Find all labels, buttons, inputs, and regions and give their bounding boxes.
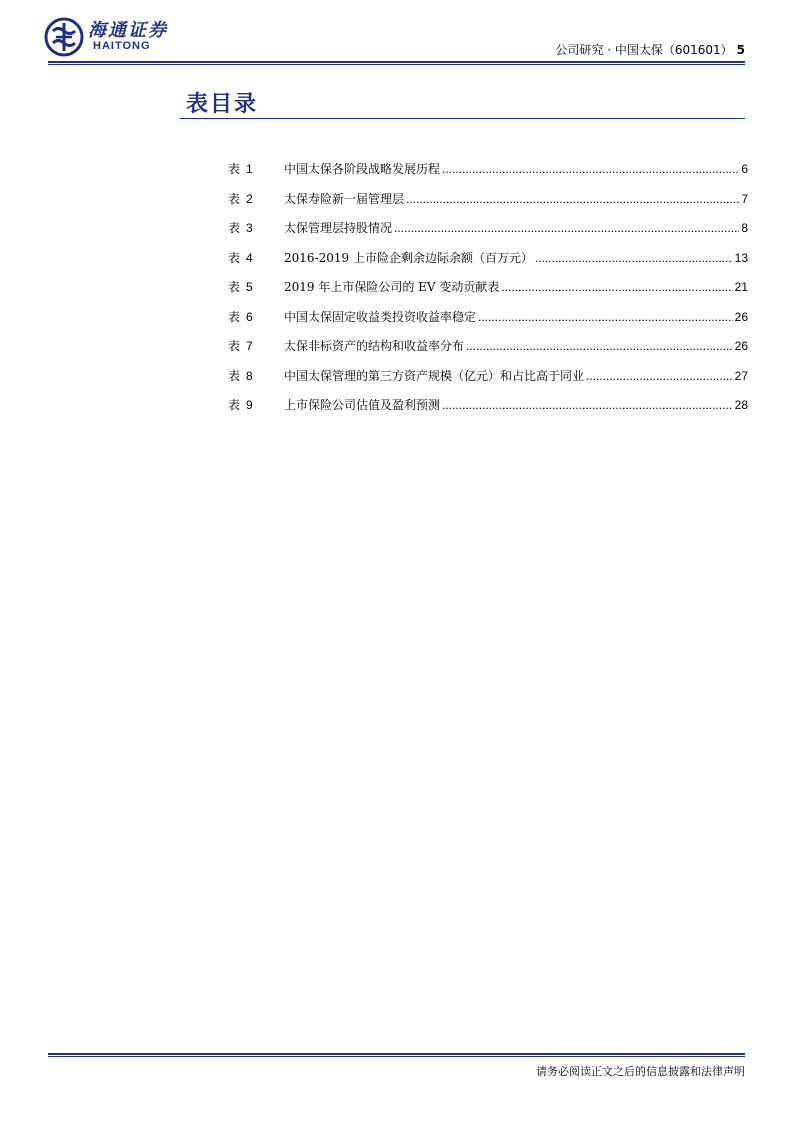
- toc-entry-title: 2016-2019 上市险企剩余边际余额（百万元）: [284, 250, 533, 265]
- logo-chinese-name: 海通证券: [88, 20, 168, 41]
- toc-entry-title: 2019 年上市保险公司的 EV 变动贡献表: [284, 280, 500, 294]
- toc-leader-dots: [442, 398, 733, 412]
- toc-leader-dots: [394, 221, 739, 235]
- toc-entry[interactable]: [228, 337, 748, 367]
- toc-leader-dots: [586, 369, 733, 383]
- toc-entry-title: 上市保险公司估值及盈利预测: [284, 398, 441, 412]
- running-header: [555, 41, 745, 58]
- footer-disclaimer: 请务必阅读正文之后的信息披露和法律声明: [536, 1065, 745, 1078]
- toc-leader-dots: [478, 310, 733, 324]
- footer-rule-thick: [48, 1053, 745, 1055]
- toc-entry-page: 8: [741, 221, 748, 235]
- footer-rule-thin: [48, 1056, 745, 1057]
- toc-entry-page: 13: [734, 250, 748, 265]
- toc-leader-dots: [442, 162, 739, 176]
- toc-entry-label: 表 5: [228, 280, 253, 294]
- toc-entry-label: 表 7: [228, 339, 253, 353]
- header-rule-thin: [48, 64, 745, 65]
- toc-entry-label: 表 6: [228, 309, 253, 324]
- toc-entry-label: 表 4: [228, 250, 253, 265]
- toc-entry-page: 26: [734, 309, 748, 324]
- toc-entry-title: 太保寿险新一届管理层: [284, 191, 405, 206]
- toc-entry[interactable]: [228, 278, 748, 308]
- toc-entry[interactable]: [228, 308, 748, 338]
- toc-entry-title: 中国太保管理的第三方资产规模（亿元）和占比高于同业: [284, 368, 585, 383]
- toc-entry-page: 21: [734, 280, 748, 294]
- toc-entry-page: 26: [734, 339, 748, 353]
- toc-entry-page: 28: [734, 398, 748, 412]
- toc-entry-page: 27: [734, 368, 748, 383]
- toc-entry[interactable]: [228, 249, 748, 279]
- report-type: 公司研究 · 中国太保（601601）: [555, 43, 733, 57]
- toc-entry-page: 6: [741, 162, 748, 176]
- toc-entry-label: 表 8: [228, 368, 253, 383]
- toc-leader-dots: [501, 280, 732, 294]
- toc-leader-dots: [406, 192, 739, 206]
- logo-english-name: HAITONG: [93, 40, 151, 52]
- toc-entry-label: 表 2: [228, 191, 253, 206]
- toc-entry-title: 太保管理层持股情况: [284, 221, 393, 235]
- toc-entry[interactable]: [228, 396, 748, 426]
- toc-entry-title: 太保非标资产的结构和收益率分布: [284, 339, 465, 353]
- toc-entry-title: 中国太保各阶段战略发展历程: [284, 162, 441, 176]
- toc-entry-page: 7: [741, 191, 748, 206]
- toc-entry-label: 表 1: [228, 162, 253, 176]
- toc-leader-dots: [466, 339, 733, 353]
- haitong-logo-icon: [44, 17, 84, 57]
- toc-title-rule: [180, 118, 745, 119]
- toc-leader-dots: [535, 251, 733, 265]
- toc-entry[interactable]: [228, 367, 748, 397]
- toc-entry[interactable]: [228, 160, 748, 190]
- page-number: 5: [736, 43, 745, 57]
- header-rule-thick: [48, 61, 745, 63]
- toc-entry-label: 表 9: [228, 398, 253, 412]
- toc-entry[interactable]: [228, 190, 748, 220]
- toc-entry[interactable]: [228, 219, 748, 249]
- toc-entry-title: 中国太保固定收益类投资收益率稳定: [284, 309, 477, 324]
- toc-title: 表目录: [186, 91, 259, 117]
- table-of-tables: [228, 160, 748, 426]
- toc-entry-label: 表 3: [228, 221, 253, 235]
